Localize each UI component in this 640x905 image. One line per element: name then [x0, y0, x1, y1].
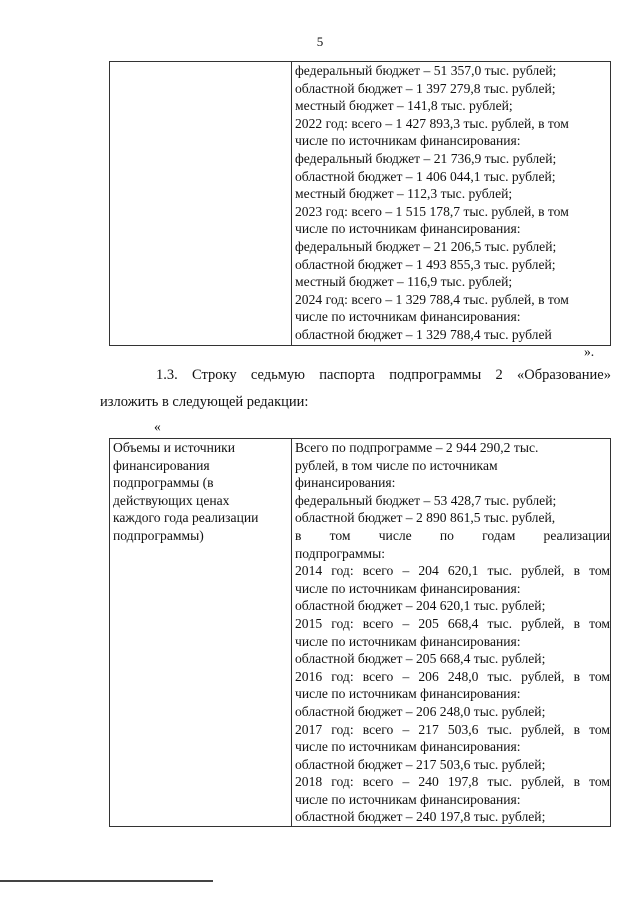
budget-line: областной бюджет – 1 493 855,3 тыс. рублей;	[295, 256, 556, 272]
budget-line: областной бюджет – 1 406 044,1 тыс. рублей;	[295, 168, 556, 184]
paragraph-line: 1.3. Строку седьмую паспорта подпрограммы 2 «Образование»	[156, 367, 611, 383]
budget-table-continued	[109, 61, 611, 346]
budget-line: числе по источникам финансирования:	[295, 686, 521, 702]
table-cell-label	[110, 62, 292, 346]
budget-line: федеральный бюджет – 21 206,5 тыс. рублей;	[295, 238, 557, 254]
budget-line: областной бюджет – 240 197,8 тыс. рублей;	[295, 809, 546, 825]
table-row	[110, 439, 611, 827]
label-line: действующих ценах	[113, 492, 230, 508]
budget-line: рублей, в том числе по источникам	[295, 457, 498, 473]
budget-line: областной бюджет – 1 397 279,8 тыс. рублей;	[295, 80, 556, 96]
budget-line: областной бюджет – 217 503,6 тыс. рублей;	[295, 756, 546, 772]
table-row	[110, 62, 611, 346]
budget-line: местный бюджет – 116,9 тыс. рублей;	[295, 274, 513, 290]
budget-line: областной бюджет – 2 890 861,5 тыс. рублей,	[295, 510, 556, 526]
budget-line: 2014 год: всего – 204 620,1 тыс. рублей, в том	[295, 563, 610, 579]
budget-line: числе по источникам финансирования:	[295, 221, 521, 237]
table-cell-value	[292, 439, 611, 827]
budget-line: финансирования:	[295, 475, 396, 491]
budget-line: 2018 год: всего – 240 197,8 тыс. рублей, в том	[295, 774, 610, 790]
budget-line: 2017 год: всего – 217 503,6 тыс. рублей, в том	[295, 721, 610, 737]
budget-line: 2024 год: всего – 1 329 788,4 тыс. рублей, в том	[295, 291, 569, 307]
amendment-paragraph	[100, 362, 611, 416]
budget-line: областной бюджет – 204 620,1 тыс. рублей;	[295, 598, 546, 614]
budget-line: числе по источникам финансирования:	[295, 791, 521, 807]
budget-line: 2023 год: всего – 1 515 178,7 тыс. рублей, в том	[295, 203, 569, 219]
budget-line: числе по источникам финансирования:	[295, 739, 521, 755]
closing-quote: ».	[584, 344, 595, 359]
budget-line: числе по источникам финансирования:	[295, 309, 521, 325]
budget-line: местный бюджет – 112,3 тыс. рублей;	[295, 186, 513, 202]
opening-quote: «	[154, 419, 161, 434]
budget-line: 2016 год: всего – 206 248,0 тыс. рублей, в том	[295, 668, 610, 684]
label-line: Объемы и источники	[113, 440, 236, 455]
budget-line: местный бюджет – 141,8 тыс. рублей;	[295, 98, 513, 114]
page-number: 5	[316, 34, 324, 49]
label-line: подпрограммы)	[113, 527, 204, 543]
budget-line: числе по источникам финансирования:	[295, 133, 521, 149]
budget-line: областной бюджет – 206 248,0 тыс. рублей;	[295, 703, 546, 719]
paragraph-line: изложить в следующей редакции:	[100, 394, 309, 410]
budget-line: подпрограммы:	[295, 545, 385, 561]
budget-line: числе по источникам финансирования:	[295, 633, 521, 649]
budget-line: федеральный бюджет – 21 736,9 тыс. рублей;	[295, 150, 557, 166]
budget-line: 2015 год: всего – 205 668,4 тыс. рублей, в том	[295, 615, 610, 631]
label-line: каждого года реализации	[113, 510, 259, 526]
budget-line: в том числе по годам реализации	[295, 527, 610, 543]
table-cell-label	[110, 439, 292, 827]
budget-line: 2022 год: всего – 1 427 893,3 тыс. рублей, в том	[295, 115, 569, 131]
footnote-separator	[0, 880, 213, 882]
budget-line: Всего по подпрограмме – 2 944 290,2 тыс.	[295, 440, 539, 455]
table-cell-value	[292, 62, 611, 346]
budget-line: областной бюджет – 205 668,4 тыс. рублей;	[295, 651, 546, 667]
subprogram-funding-table	[109, 438, 611, 827]
budget-line: федеральный бюджет – 51 357,0 тыс. рублей;	[295, 63, 557, 78]
budget-line: числе по источникам финансирования:	[295, 580, 521, 596]
label-line: подпрограммы (в	[113, 475, 214, 491]
label-line: финансирования	[113, 457, 210, 473]
budget-line: федеральный бюджет – 53 428,7 тыс. рублей;	[295, 492, 557, 508]
budget-line: областной бюджет – 1 329 788,4 тыс. рублей	[295, 326, 552, 342]
